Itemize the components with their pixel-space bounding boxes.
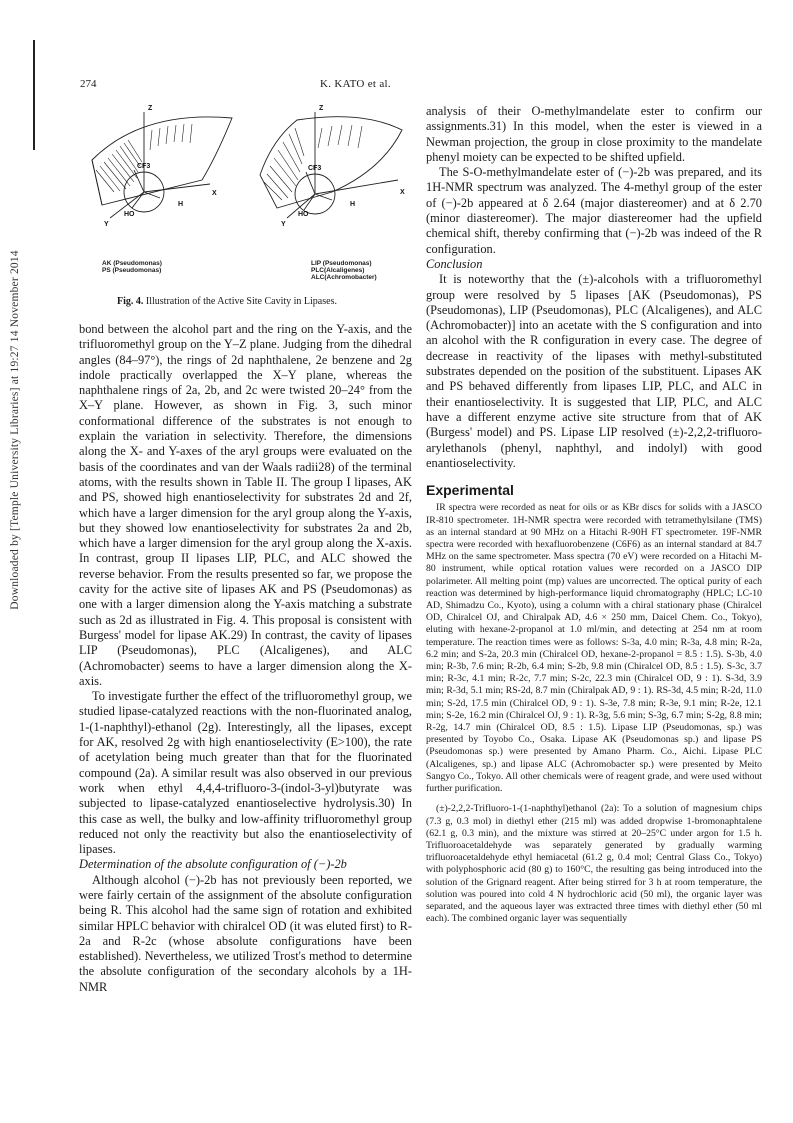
left-paragraph-1: bond between the alcohol part and the ring on the Y-axis, and the trifluoromethyl group on the Y–Z plane. Judging from the dihedral angles (84–97°), the rings of 2d naphthalene, 2e benzene and 2g indole practically overlapped the X–Y plane, whereas the naphthalene rings of 2a, 2b, and 2c were twisted 20–24° from the X–Y plane. However, as shown in Fig. 3, such minor conformational difference of the substrates is not enough to explain the variation in selectivity. Therefore, the dimensions along the X- and Y-axes of the aryl groups were evaluated on the basis of the coordinates and van der Waals radii28) of the terminal atoms, with the results shown in Table II. The group I lipases, AK and PS, showed high enantioselectivity for substrates 2d and 2f, which have a larger dimension for the aryl group along the Y-axis, but they showed low enantioselectivity for substrates 2a and 2b, which have a larger dimension for the aryl group along the X-axis. In contrast, group II lipases LIP, PLC, and ALC showed the reverse behavior. From the results presented so far, we propose the cavity for the active site of lipases AK and PS (Pseudomonas) as one with a larger dimension along the Y-axis matching a substrate such as 2d as illustrated in Fig. 4. This proposal is consistent with Burgess' model for lipase AK.29) In contrast, the cavity of lipases LIP (Pseudomonas), PLC (Alcaligenes), and ALC (Achromobacter) seems to have a larger dimension along the X-axis. <box>79 322 412 688</box>
left-paragraph-2: To investigate further the effect of the trifluoromethyl group, we studied lipase-catalyzed reactions with the non-fluorinated analog, 1-(1-naphthyl)-ethanol (2g). Interestingly, all the lipases, except for AK, resolved 2g with high enantioselectivity (E>100), the rate of acetylation being much greater than that for the fluorinated compound (2a). A similar result was also observed in our previous work when ethyl 4,4,4-trifluoro-3-(indol-3-yl)butyrate was subjected to lipase-catalyzed enantioselective hydrolysis.30) In this case as well, the bulky and low-affinity trifluoromethyl group reduced not only the reactivity but also the enantioselectivity of lipases. <box>79 689 412 857</box>
figure-caption <box>117 296 337 307</box>
experimental-paragraph-1: IR spectra were recorded as neat for oils or as KBr discs for solids with a JASCO IR-810 spectrometer. 1H-NMR spectra were recorded with tetramethylsilane (TMS) as an internal standard at 90 MHz on a Hitachi R-90H FT spectrometer. 19F-NMR spectra were recorded with hexafluorobenzene (C6F6) as an internal standard at 84.7 MHz on the same spectrometer. Mass spectra (70 eV) were recorded on a Hitachi M-80 instrument, while optical rotation values were recorded on a JASCO DIP polarimeter. All melting point (mp) values are uncorrected. The optical purity of each reaction was determined by high-performance liquid chromatography (HPLC; LC-10 AD, Shimadzu Co., Kyoto), using a column with a chiral stationary phase (Chiralcel OD, Chiralcel OJ, and Chiralpak AD, 4.6 × 250 mm, Daicel Chem. Co., Tokyo), eluting with hexane-2-propanol at 1.0 ml/min, and detecting at 254 nm at room temperature. The reaction times were as follows: S-3a, 4.0 min; R-3a, 4.8 min; R-2a, 6.2 min; and S-2a, 20.3 min (Chiralcel OD, hexane-2-propanol = 8.5 : 1.5). S-3b, 4.0 min; R-3b, 7.6 min; R-2b, 6.4 min; S-2b, 9.8 min (Chiralcel OD, 8.5 : 1.5). S-3c, 3.7 min; R-3c, 4.1 min; R-2c, 7.7 min; S-2c, 22.3 min (Chiralcel OD, 9 : 1). S-3d, 3.9 min; R-3d, 5.1 min; RS-2d, 8.7 min (Chiralpak AD, 9 : 1). RS-3d, 4.5 min; R-2d, 11.0 min; S-2d, 17.5 min (Chiralcel OD, 9 : 1). S-3e, 7.8 min; R-3e, 9.1 min; R-2e, 12.1 min; S-2e, 16.2 min (Chiralcel OJ, 9 : 1). R-3g, 5.6 min; S-3g, 6.7 min; S-2g, 8.8 min; R-2g, 14.7 min (Chiralcel OD, 8.5 : 1.5). Lipase LIP (Pseudomonas, sp.) was presented by Toyobo Co., Osaka. Lipase AK (Pseudomonas sp.) and lipase PS (Pseudomonas sp.) were presented by Amano Pharm. Co., Aichi. Lipase PLC (Alcaligenes, sp.) and lipase ALC (Achromobacter sp.) were presented by Meito Sangyo Co., Tokyo. All other chemicals were of reagent grade, and were used without further purification. <box>426 502 762 795</box>
right-cf3-label: CF3 <box>308 165 322 172</box>
margin-rule <box>33 40 35 150</box>
left-cavity-diagram <box>92 112 232 218</box>
right-z-label: Z <box>319 105 324 112</box>
download-sidebar <box>0 0 30 1123</box>
left-paragraph-3: Although alcohol (−)-2b has not previously been reported, we were fairly certain of the assignment of the absolute configuration being R. This alcohol had the same sign of rotation and exhibited similar HPLC behavior with chiralcel OD (it was eluted first) to R-2a and R-2c (whose absolute configurations have been established). Nevertheless, we utilized Trost's method to determine the absolute configuration of the secondary alcohols by a 1H-NMR <box>79 872 412 994</box>
figure-caption-text: Illustration of the Active Site Cavity in Lipases. <box>145 296 337 307</box>
right-ho-label: HO <box>298 211 309 218</box>
absolute-config-subheading: Determination of the absolute configuration of (−)-2b <box>79 857 347 872</box>
figure-4 <box>82 100 412 315</box>
left-h-label: H <box>178 201 184 208</box>
download-notice: Downloaded by [Temple University Libraries] at 19:27 14 November 2014 <box>9 250 21 610</box>
conclusion-paragraph: It is noteworthy that the (±)-alcohols with a trifluoromethyl group were resolved by 5 lipases [AK (Pseudomonas), PS (Pseudomonas), LIP (Pseudomonas), PLC (Alcaligenes), and ALC (Achromobacter)] into an acetate with the S configuration and into an alcohol with the R configuration in every case. The degree of decrease in reactivity of the lipases with methyl-substituted substrates depended on the position of the substituent. Lipases AK and PS behaved differently from lipases LIP, PLC, and ALC in their enantioselectivity. It is suggested that LIP, PLC, and ALC have a different enzyme active site structure from that of AK (Burgess' model) and PS. Lipase LIP resolved (±)-2,2,2-trifluoro-arylethanols (phenyl, naphthyl, and indolyl) with good enantioselectivity. <box>426 272 762 470</box>
experimental-paragraph-2: (±)-2,2,2-Trifluoro-1-(1-naphthyl)ethanol (2a): To a solution of magnesium chips (7.3 g, 0.3 mol) in diethyl ether (215 ml) was added dropwise 1-bromonaphtalene (62.1 g, 0.3 min), and the mixture was stirred at 20–25°C under argon for 1.5 h. Trifluoroacetaldehyde was separately generated by gradually warming trifluoroacetaldehyde ethyl hemiacetal (61.2 g, 0.4 mol; Central Glass Co., Tokyo) with polyphosphoric acid (80 g) to 160°C, the resulting gas being introduced into the solution of the Grignard reagent. After being stirred for 3 h at room temperature, the solution was poured into cold 4 N hydrochloric acid (50 ml), the organic layer was separated, and the aqueous layer was extracted three times with diethyl ether (50 ml each). The combined organic layer was sequentially <box>426 803 762 925</box>
left-cf3-label: CF3 <box>137 163 151 170</box>
left-y-label: Y <box>104 221 109 228</box>
left-x-label: X <box>212 190 217 197</box>
right-y-label: Y <box>281 221 286 228</box>
left-z-label: Z <box>148 105 153 112</box>
right-paragraph-2: The S-O-methylmandelate ester of (−)-2b was prepared, and its 1H-NMR spectrum was analyzed. The 4-methyl group of the ester of (−)-2b appeared at δ 2.64 (major diastereomer) and at δ 2.70 (minor diastereomer). The major diastereomer had the upfield chemical shift, thereby confirming that (−)-2b was indeed of the R configuration. <box>426 165 762 256</box>
experimental-section <box>426 502 762 925</box>
figure-caption-number: Fig. 4. <box>117 296 144 307</box>
right-cavity-diagram <box>260 112 402 218</box>
right-lipase-labels: LIP (Pseudomonas) PLC(Alcaligenes) ALC(Achromobacter) <box>311 260 377 282</box>
page-number: 274 <box>80 78 97 90</box>
left-column <box>79 322 412 995</box>
running-head: K. KATO et al. <box>320 78 391 90</box>
right-x-label: X <box>400 189 405 196</box>
experimental-heading: Experimental <box>426 482 514 499</box>
conclusion-heading: Conclusion <box>426 256 483 271</box>
right-column <box>426 104 762 925</box>
right-paragraph-1: analysis of their O-methylmandelate ester to confirm our assignments.31) In this model, when the ester is viewed in a Newman projection, the group in close proximity to the mandelate phenyl moiety can be expected to be shifted upfield. <box>426 104 762 164</box>
right-h-label: H <box>350 201 356 208</box>
left-ho-label: HO <box>124 211 135 218</box>
left-lipase-labels: AK (Pseudomonas) PS (Pseudomonas) <box>102 260 162 275</box>
